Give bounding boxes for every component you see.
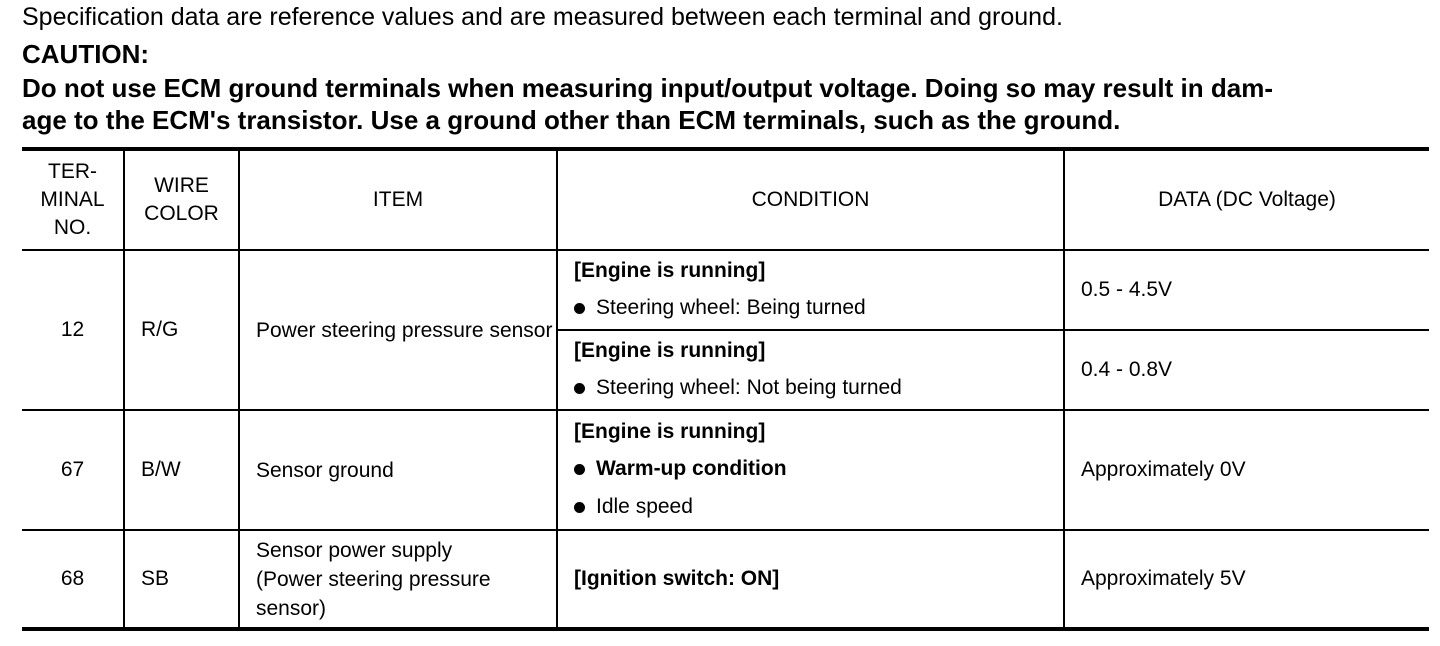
- condition-cell: [557, 530, 1064, 629]
- condition-title: [Engine is running]: [574, 259, 766, 282]
- bullet-icon: [574, 464, 585, 475]
- wire-color-cell: SB: [124, 530, 239, 629]
- caution-heading: CAUTION:: [22, 39, 150, 69]
- data-cell: 0.4 - 0.8V: [1064, 330, 1429, 410]
- condition-cell: [557, 330, 1064, 410]
- header-item: ITEM: [239, 149, 557, 250]
- bullet-icon: [574, 303, 585, 314]
- condition-title: [Engine is running]: [574, 339, 766, 362]
- item-cell: Power steering pressure sensor: [239, 250, 557, 410]
- table-row: [22, 530, 1429, 629]
- bullet-icon: [574, 383, 585, 394]
- condition-title: [Ignition switch: ON]: [574, 567, 780, 590]
- intro-text: Specification data are reference values and are measured between each terminal and ground.: [22, 3, 1063, 31]
- data-cell: Approximately 0V: [1064, 410, 1429, 530]
- condition-title: [Engine is running]: [574, 420, 766, 443]
- header-data: DATA (DC Voltage): [1064, 149, 1429, 250]
- bullet-icon: [574, 502, 585, 513]
- terminal-spec-table: [22, 147, 1429, 631]
- caution-line-2: age to the ECM's transistor. Use a ground other than ECM terminals, such as the ground.: [22, 105, 1121, 135]
- terminal-cell: 68: [22, 530, 124, 629]
- data-cell: Approximately 5V: [1064, 530, 1429, 629]
- condition-bullet: Idle speed: [574, 488, 1063, 526]
- wire-color-cell: B/W: [124, 410, 239, 530]
- item-cell: Sensor ground: [239, 410, 557, 530]
- item-cell: Sensor power supply (Power steering pressure sensor): [239, 530, 557, 629]
- caution-text: [22, 72, 1432, 136]
- wire-color-cell: R/G: [124, 250, 239, 410]
- condition-cell: [557, 250, 1064, 330]
- header-condition: CONDITION: [557, 149, 1064, 250]
- table-row: [22, 250, 1429, 330]
- terminal-cell: 67: [22, 410, 124, 530]
- condition-bullet: Warm-up condition: [574, 450, 1063, 488]
- condition-bullet: Steering wheel: Not being turned: [574, 369, 1063, 407]
- terminal-cell: 12: [22, 250, 124, 410]
- header-wire-color: WIRE COLOR: [124, 149, 239, 250]
- data-cell: 0.5 - 4.5V: [1064, 250, 1429, 330]
- condition-cell: [557, 410, 1064, 530]
- header-terminal-no: TER- MINAL NO.: [22, 149, 124, 250]
- condition-bullet: Steering wheel: Being turned: [574, 289, 1063, 327]
- table-header-row: [22, 149, 1429, 250]
- table-row: [22, 410, 1429, 530]
- caution-line-1: Do not use ECM ground terminals when measuring input/output voltage. Doing so may result in dam-: [22, 73, 1273, 103]
